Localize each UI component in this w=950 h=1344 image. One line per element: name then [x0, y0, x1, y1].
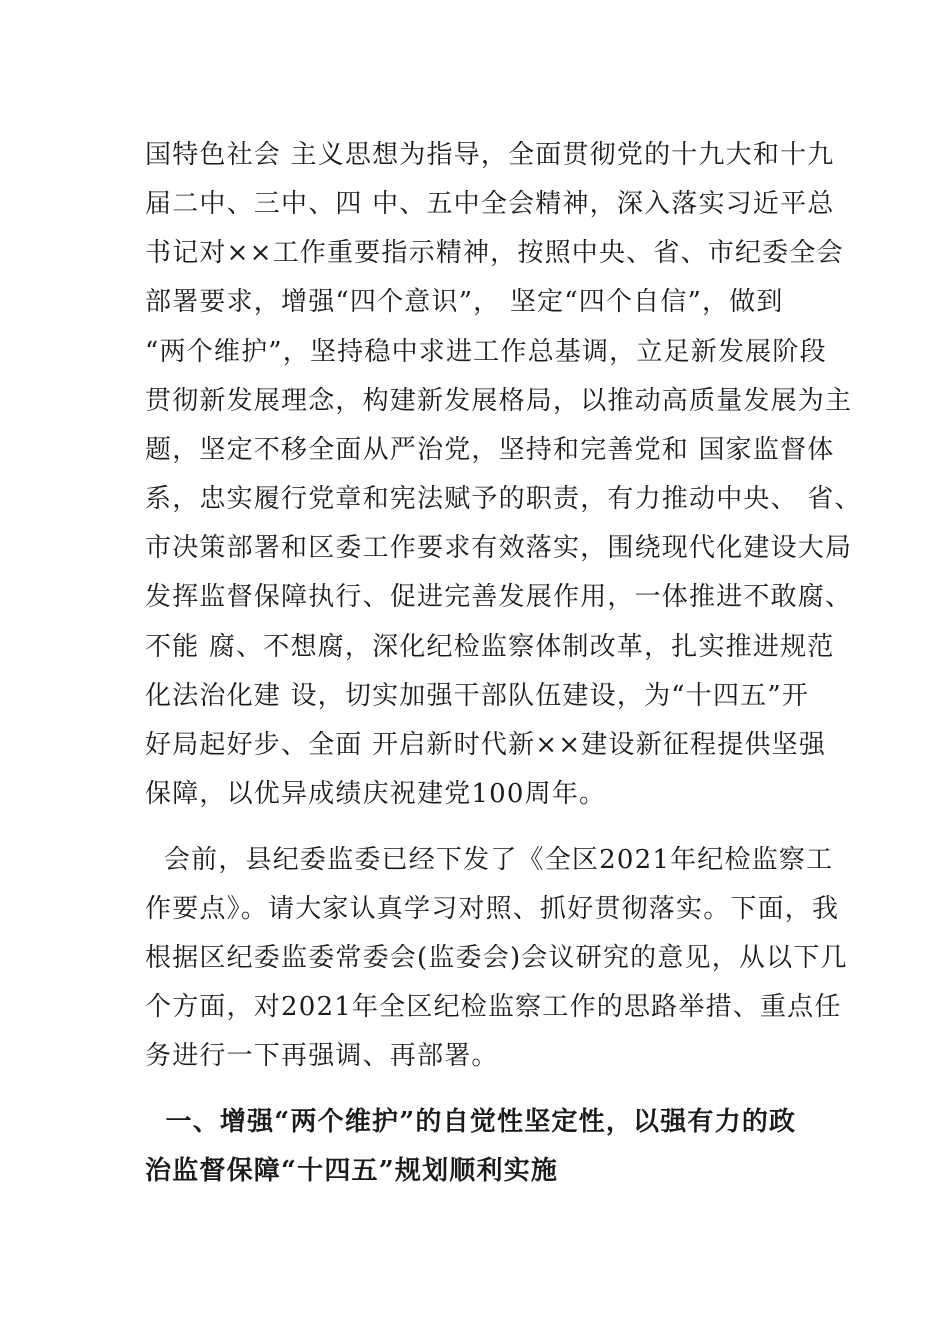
paragraph-line: 部署要求，增强“四个意识”， 坚定“四个自信”，做到 [145, 287, 784, 317]
paragraph-line: 不能 腐、不想腐，深化纪检监察体制改革，扎实推进规范 [145, 632, 835, 662]
paragraph-line: 保障，以优异成绩庆祝建党100周年。 [145, 779, 607, 809]
heading-line: 治监督保障“十四五”规划顺利实施 [145, 1156, 559, 1186]
paragraph-line: 国特色社会 主义思想为指导，全面贯彻党的十九大和十九 [145, 140, 835, 170]
paragraph-line: 好局起好步、全面 开启新时代新××建设新征程提供坚强 [145, 730, 827, 760]
paragraph-line: 作要点》。请大家认真学习对照、抓好贯彻落实。下面，我 [145, 894, 840, 924]
paragraph-line: 会前，县纪委监委已经下发了《全区2021年纪检监察工 [145, 845, 834, 875]
paragraph-line: 务进行一下再强调、再部署。 [145, 1041, 499, 1071]
heading-line: 一、增强“两个维护”的自觉性坚定性，以强有力的政 [145, 1107, 797, 1137]
paragraph-line: 书记对××工作重要指示精神，按照中央、省、市纪委全会 [145, 238, 844, 268]
paragraph-line: 系，忠实履行党章和宪法赋予的职责，有力推动中央、 省、 [145, 484, 862, 514]
paragraph-line: 个方面，对2021年全区纪检监察工作的思路举措、重点任 [145, 992, 842, 1022]
paragraph-line: “两个维护”，坚持稳中求进工作总基调，立足新发展阶段 [145, 337, 827, 367]
paragraph-line: 题，坚定不移全面从严治党，坚持和完善党和 国家监督体 [145, 435, 835, 465]
paragraph-line: 贯彻新发展理念，构建新发展格局，以推动高质量发展为主 [145, 386, 853, 416]
paragraph-line: 化法治化建 设，切实加强干部队伍建设，为“十四五”开 [145, 681, 810, 711]
paragraph-line: 届二中、三中、四 中、五中全会精神，深入落实习近平总 [145, 189, 835, 219]
paragraph-line: 根据区纪委监委常委会(监委会)会议研究的意见，从以下几 [145, 943, 848, 973]
paragraph-line: 市决策部署和区委工作要求有效落实，围绕现代化建设大局 [145, 533, 853, 563]
paragraph-line: 发挥监督保障执行、促进完善发展作用，一体推进不敢腐、 [145, 582, 853, 612]
